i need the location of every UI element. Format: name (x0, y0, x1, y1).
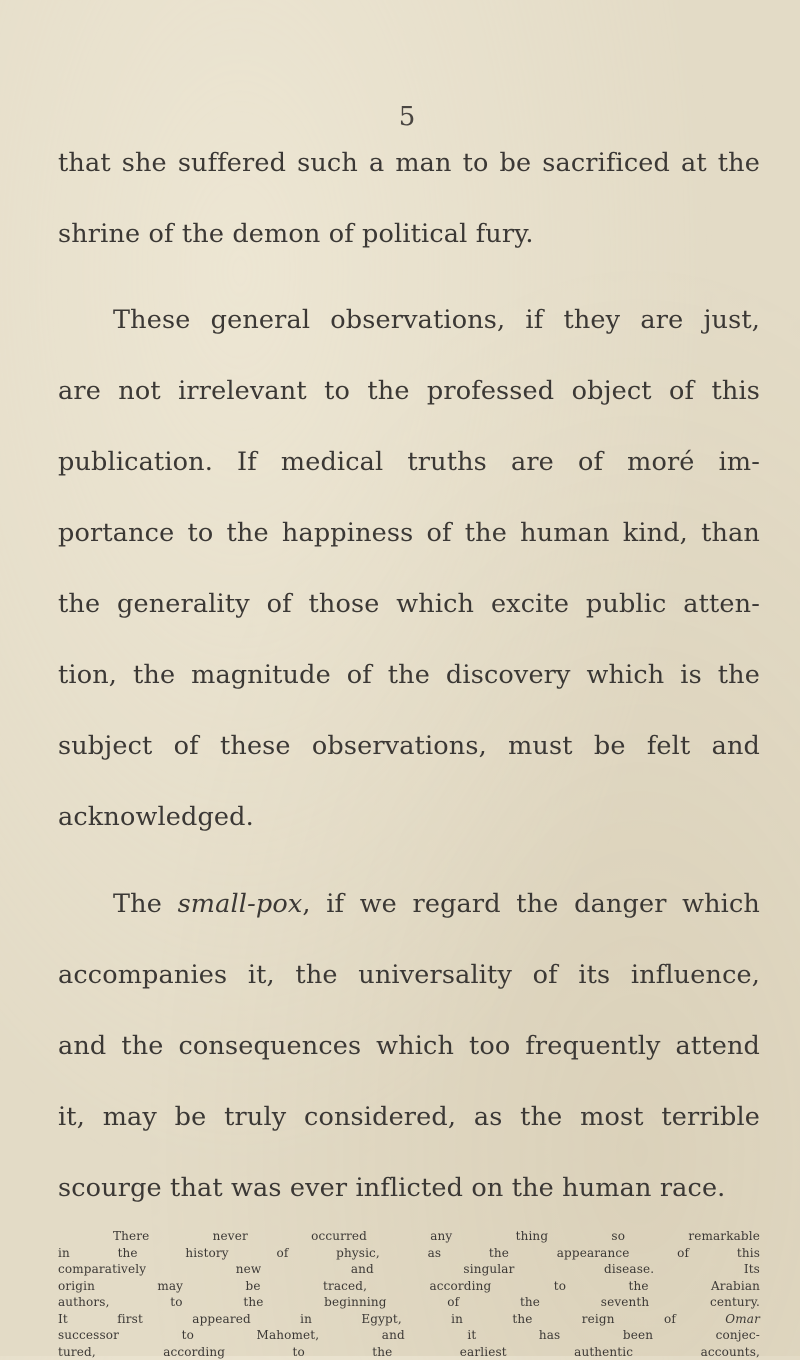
text-line: The small-pox, if we regard the danger which (113, 889, 760, 919)
text-line: tion, the magnitude of the discovery which is the (58, 660, 760, 690)
text-line: acknowledged. (58, 802, 254, 832)
page-number: 5 (398, 102, 416, 132)
text-line: the generality of those which excite public atten- (58, 589, 760, 619)
text-line: comparatively new and singular disease. Its (58, 1262, 760, 1276)
text-line: These general observations, if they are just, (113, 305, 760, 335)
text-line: accompanies it, the universality of its influence, (58, 960, 760, 990)
text-line: subject of these observations, must be felt and (58, 731, 760, 761)
text-line: in the history of physic, as the appearance of this (58, 1245, 760, 1260)
text-line: origin may be traced, according to the Arabian (58, 1278, 760, 1293)
text-line: successor to Mahomet, and it has been conjec- (58, 1328, 760, 1342)
text-line: publication. If medical truths are of moré im- (58, 447, 760, 477)
text-line: authors, to the beginning of the seventh century. (58, 1295, 760, 1309)
text-line: tured, according to the earliest authentic accounts, (58, 1344, 760, 1359)
text-line: portance to the happiness of the human kind, than (58, 518, 760, 548)
text-line: that she suffered such a man to be sacrificed at the (58, 148, 760, 178)
text-line: There never occurred any thing so remarkable (113, 1229, 760, 1243)
text-line: are not irrelevant to the professed object of this (58, 376, 760, 406)
text-line: shrine of the demon of political fury. (58, 219, 534, 249)
text-line: it, may be truly considered, as the most terrible (58, 1102, 760, 1132)
text-line: and the consequences which too frequently attend (58, 1031, 760, 1061)
text-line: It first appeared in Egypt, in the reign of Omar (58, 1311, 760, 1326)
text-line: scourge that was ever inflicted on the human race. (58, 1173, 726, 1203)
